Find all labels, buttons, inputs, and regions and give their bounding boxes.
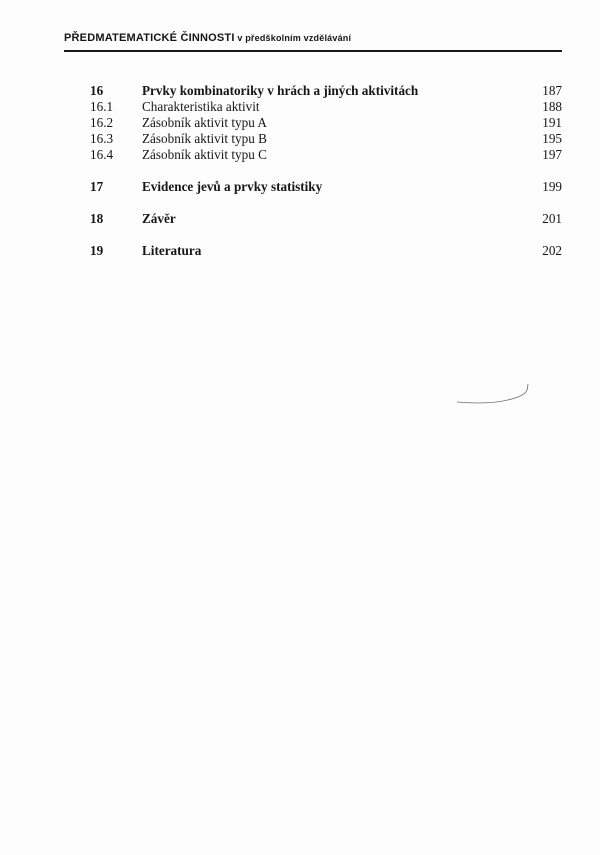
- toc-page-number: 191: [542, 115, 562, 130]
- table-of-contents: [90, 83, 562, 259]
- toc-page-number: 199: [542, 179, 562, 194]
- toc-number: 16.3: [90, 131, 114, 146]
- toc-entry-17[interactable]: [90, 179, 562, 195]
- toc-number: 19: [90, 243, 104, 258]
- running-header: [64, 30, 562, 52]
- toc-number: 18: [90, 211, 104, 226]
- toc-title: Zásobník aktivit typu C: [142, 147, 267, 162]
- toc-entry-16-1[interactable]: [90, 99, 562, 115]
- toc-page-number: 202: [542, 243, 562, 258]
- header-title: [64, 32, 351, 44]
- toc-page-number: 195: [542, 131, 562, 146]
- toc-entry-16[interactable]: [90, 83, 562, 99]
- toc-number: 16: [90, 83, 104, 98]
- toc-number: 16.2: [90, 115, 114, 130]
- toc-page-number: 197: [542, 147, 562, 162]
- toc-number: 16.1: [90, 99, 114, 114]
- toc-entry-16-3[interactable]: [90, 131, 562, 147]
- toc-number: 16.4: [90, 147, 114, 162]
- toc-title: Prvky kombinatoriky v hrách a jiných aktivitách: [142, 83, 419, 98]
- toc-entry-16-2[interactable]: [90, 115, 562, 131]
- toc-entry-18[interactable]: [90, 211, 562, 227]
- toc-page-number: 188: [542, 99, 562, 114]
- toc-title: Zásobník aktivit typu B: [142, 131, 267, 146]
- toc-title: Zásobník aktivit typu A: [142, 115, 267, 130]
- toc-title: Závěr: [142, 211, 176, 226]
- toc-page-number: 187: [542, 83, 562, 98]
- scan-mark: [455, 382, 530, 406]
- toc-page-number: 201: [542, 211, 562, 226]
- toc-entry-19[interactable]: [90, 243, 562, 259]
- header-title-small: v předškolním vzdělávání: [234, 33, 352, 43]
- spacer: [90, 195, 562, 211]
- toc-entry-16-4[interactable]: [90, 147, 562, 163]
- spacer: [90, 163, 562, 179]
- toc-title: Literatura: [142, 243, 202, 258]
- toc-number: 17: [90, 179, 104, 194]
- spacer: [90, 227, 562, 243]
- toc-title: Evidence jevů a prvky statistiky: [142, 179, 323, 194]
- toc-title: Charakteristika aktivit: [142, 99, 260, 114]
- header-title-caps: PŘEDMATEMATICKÉ ČINNOSTI: [64, 32, 235, 44]
